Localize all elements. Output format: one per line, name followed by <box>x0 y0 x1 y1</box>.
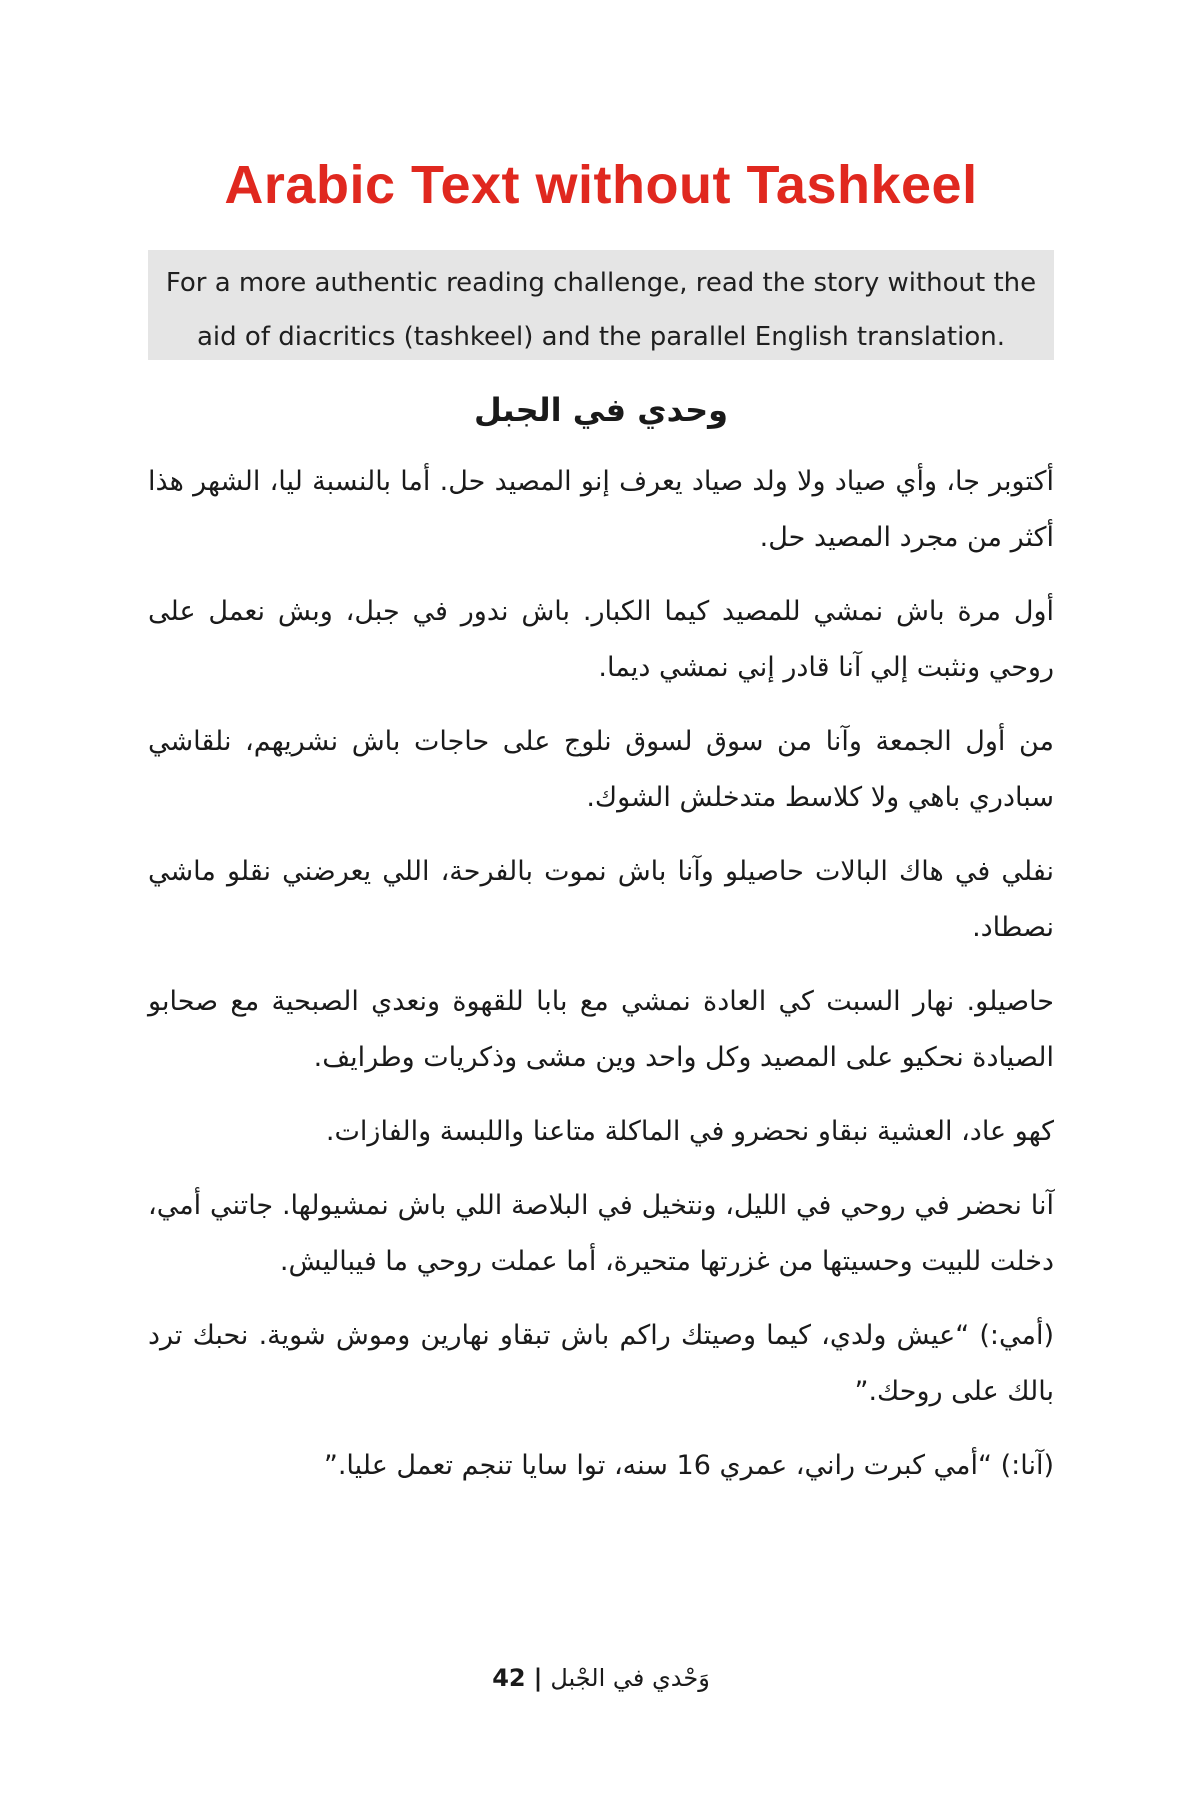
story-paragraph: آنا نحضر في روحي في الليل، ونتخيل في البلاصة اللي باش نمشيولها. جاتني أمي، دخلت للبيت وحسيتها من غزرتها متحيرة، أما عملت روحي ما فيباليش. <box>148 1190 1054 1277</box>
footer-separator: | <box>533 1664 543 1692</box>
story-text <box>148 380 1054 1512</box>
story-paragraph: أول مرة باش نمشي للمصيد كيما الكبار. باش ندور في جبل، وبش نعمل على روحي ونثبت إلي آنا قادر إني نمشي ديما. <box>148 596 1054 683</box>
page-number: 42 <box>492 1664 526 1692</box>
page-footer <box>148 1658 1054 1698</box>
footer-book-title: وَحْدي في الجْبل <box>550 1664 710 1692</box>
story-paragraph: أكتوبر جا، وأي صياد ولا ولد صياد يعرف إنو المصيد حل. أما بالنسبة ليا، الشهر هذا أكثر من مجرد المصيد حل. <box>148 466 1054 553</box>
book-page <box>148 0 1054 1800</box>
story-paragraph: (آنا:) “أمي كبرت راني، عمري 16 سنه، توا سايا تنجم تعمل عليا.” <box>323 1450 1054 1481</box>
intro-line-1: For a more authentic reading challenge, read the story without the <box>165 268 1037 298</box>
page-heading: Arabic Text without Tashkeel <box>224 155 978 215</box>
story-paragraph: كهو عاد، العشية نبقاو نحضرو في الماكلة متاعنا واللبسة والفازات. <box>325 1116 1054 1147</box>
story-paragraph: حاصيلو. نهار السبت كي العادة نمشي مع بابا للقهوة ونعدي الصبحية مع صحابو الصيادة نحكيو على المصيد وكل واحد وين مشى وذكريات وطرايف. <box>148 986 1054 1073</box>
intro-line-2: aid of diacritics (tashkeel) and the parallel English translation. <box>196 322 1005 352</box>
story-paragraph: (أمي:) “عيش ولدي، كيما وصيتك راكم باش تبقاو نهارين وموش شوية. نحبك ترد بالك على روحك.” <box>148 1320 1054 1407</box>
story-title: وحدي في الجبل <box>473 391 729 429</box>
story-paragraph: من أول الجمعة وآنا من سوق لسوق نلوج على حاجات باش نشريهم، نلقاشي سبادري باهي ولا كلاسط متدخلش الشوك. <box>148 726 1054 813</box>
intro-note-box <box>148 250 1054 360</box>
story-paragraph: نفلي في هاك البالات حاصيلو وآنا باش نموت بالفرحة، اللي يعرضني نقلو ماشي نصطاد. <box>148 856 1054 943</box>
